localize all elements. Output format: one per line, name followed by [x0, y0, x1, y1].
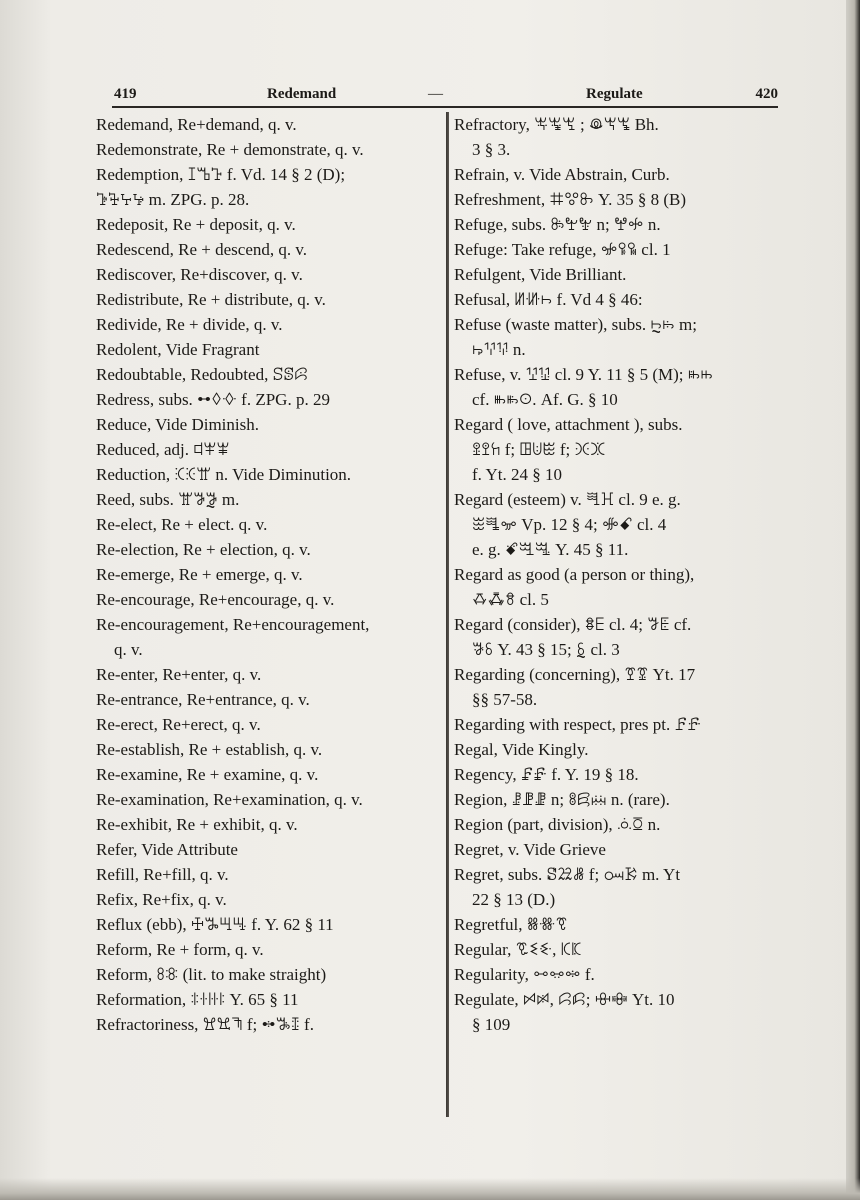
dictionary-entry-line: Region, ꗗꗘꗙ n; ꗚꗛꗜ n. (rare). — [454, 790, 670, 809]
dictionary-entry-line: Re-examine, Re + examine, q. v. — [96, 765, 319, 784]
dictionary-entry-line: 3 § 3. — [472, 140, 511, 159]
dictionary-entry-line: Regarding (concerning), ꗑꗒ Yt. 17 — [454, 665, 696, 684]
dictionary-entry-line: ꕲꕳꕴꕵ m. ZPG. p. 28. — [96, 190, 250, 209]
right-guide-word: Regulate — [586, 86, 643, 102]
dictionary-entry-line: Re-entrance, Re+entrance, q. v. — [96, 690, 310, 709]
dictionary-entry-line: Reform, ꖉꖊ (lit. to make straight) — [96, 965, 327, 984]
dictionary-entry-line: 22 § 13 (D.) — [472, 890, 556, 909]
dictionary-entry-line: Regulate, ꗯꗰ, ꗱꗲ; ꗳꗴ Yt. 10 — [454, 990, 675, 1009]
dictionary-entry-line: Refreshment, ꖛꖜꖝ Y. 35 § 8 (B) — [454, 190, 687, 209]
dictionary-entry-line: Re-enter, Re+enter, q. v. — [96, 665, 262, 684]
right-column — [454, 112, 766, 1037]
dictionary-entry-line: Refulgent, Vide Brilliant. — [454, 265, 627, 284]
dictionary-entry-line: Regard as good (a person or thing), — [454, 565, 695, 584]
dictionary-entry-line: Refractory, ꖕꖖꖗ ; ꖘꖙꖚ Bh. — [454, 115, 659, 134]
left-page-number: 419 — [114, 86, 137, 102]
dictionary-entry-line: Refer, Vide Attribute — [96, 840, 238, 859]
dictionary-entry-line: Region (part, division), ꗝꗞ n. — [454, 815, 661, 834]
dictionary-entry-line: Redistribute, Re + distribute, q. v. — [96, 290, 326, 309]
dictionary-entry-line: Re-emerge, Re + emerge, q. v. — [96, 565, 303, 584]
dictionary-entry-line: Regency, ꗕꗖ f. Y. 19 § 18. — [454, 765, 639, 784]
dictionary-entry-line: §§ 57-58. — [472, 690, 538, 709]
dictionary-entry-line: Re-encourage, Re+encourage, q. v. — [96, 590, 335, 609]
dictionary-entry-line: Refractoriness, ꖏꖐꖑ f; ꖒꖓꖔ f. — [96, 1015, 314, 1034]
dictionary-entry-line: Re-exhibit, Re + exhibit, q. v. — [96, 815, 298, 834]
dictionary-entry-line: cf. ꖲꖳꖴ. Af. G. § 10 — [472, 390, 618, 409]
dictionary-entry-line: Refrain, v. Vide Abstrain, Curb. — [454, 165, 670, 184]
dictionary-entry-line: Re-establish, Re + establish, q. v. — [96, 740, 323, 759]
dictionary-entry-line: Redolent, Vide Fragrant — [96, 340, 260, 359]
header-rule — [112, 106, 778, 108]
dictionary-entry-line: Regarding with respect, pres pt. ꗓꗔ — [454, 715, 702, 734]
dictionary-entry-line: e. g. ꗄꗅꗆ Y. 45 § 11. — [472, 540, 629, 559]
dictionary-entry-line: Rediscover, Re+discover, q. v. — [96, 265, 303, 284]
dictionary-entry-line: Re-election, Re + election, q. v. — [96, 540, 311, 559]
dictionary-entry-line: Refuse, v. ꖮꖯ cl. 9 Y. 11 § 5 (M); ꖰꖱ — [454, 365, 714, 384]
page-bottom-edge — [0, 1178, 860, 1200]
dictionary-entry-line: Redress, subs. ꕹꕺꕻ f. ZPG. p. 29 — [96, 390, 330, 409]
dictionary-entry-line: Redescend, Re + descend, q. v. — [96, 240, 308, 259]
dictionary-entry-line: q. v. — [114, 640, 143, 659]
left-column — [96, 112, 441, 1037]
dictionary-entry-line: Redemption, ꕯꕰꕱ f. Vd. 14 § 2 (D); — [96, 165, 346, 184]
dictionary-entry-line: Regretful, ꗤꗥꗦ — [454, 915, 568, 934]
dictionary-entry-line: Reflux (ebb), ꖅꖆꖇꖈ f. Y. 62 § 11 — [96, 915, 334, 934]
dictionary-entry-line: § 109 — [472, 1015, 511, 1034]
column-divider — [446, 112, 449, 1117]
dictionary-entry-line: Refusal, ꖦꖧꖨ f. Vd 4 § 46: — [454, 290, 643, 309]
dictionary-entry-line: Reformation, ꖋꖌꖍꖎ Y. 65 § 11 — [96, 990, 299, 1009]
dictionary-entry-line: Refuse (waste matter), subs. ꖩꖪ m; — [454, 315, 697, 334]
header-separator: — — [428, 86, 443, 102]
dictionary-entry-line: f. Yt. 24 § 10 — [472, 465, 563, 484]
left-guide-word: Redemand — [267, 86, 337, 102]
dictionary-entry-line: Refill, Re+fill, q. v. — [96, 865, 229, 884]
dictionary-entry-line: Reduction, ꕿꖀꖁ n. Vide Diminution. — [96, 465, 352, 484]
dictionary-entry-line: Regard (esteem) v. ꖽꖾ cl. 9 e. g. — [454, 490, 681, 509]
dictionary-entry-line: Refix, Re+fix, q. v. — [96, 890, 227, 909]
right-page-number: 420 — [755, 86, 778, 102]
dictionary-entry-line: Reform, Re + form, q. v. — [96, 940, 264, 959]
dictionary-entry-line: Redivide, Re + divide, q. v. — [96, 315, 283, 334]
dictionary-entry-line: Refuge, subs. ꖞꖟꖠ n; ꖡꖢ n. — [454, 215, 661, 234]
dictionary-entry-line: ꖵꖶꖷ f; ꖸꖹꖺ f; ꖻꖼ — [472, 440, 606, 459]
dictionary-entry-line: Re-encouragement, Re+encouragement, — [96, 615, 370, 634]
dictionary-entry-line: ꗇꗈꗉ cl. 5 — [472, 590, 549, 609]
dictionary-entry-line: Re-examination, Re+examination, q. v. — [96, 790, 363, 809]
dictionary-entry-line: Regard (consider), ꗊꗋ cl. 4; ꗌꗍ cf. — [454, 615, 692, 634]
dictionary-entry-line: Redeposit, Re + deposit, q. v. — [96, 215, 296, 234]
dictionary-entry-line: ꖫꖬꖭ n. — [472, 340, 526, 359]
dictionary-entry-line: Re-erect, Re+erect, q. v. — [96, 715, 261, 734]
dictionary-entry-line: Regard ( love, attachment ), subs. — [454, 415, 683, 434]
dictionary-entry-line: Redemonstrate, Re + demonstrate, q. v. — [96, 140, 364, 159]
dictionary-entry-line: Reduce, Vide Diminish. — [96, 415, 259, 434]
book-spine-shadow — [846, 0, 860, 1200]
dictionary-entry-line: Regularity, ꗬꗭꗮ f. — [454, 965, 595, 984]
dictionary-entry-line: Regal, Vide Kingly. — [454, 740, 589, 759]
dictionary-entry-line: Redemand, Re+demand, q. v. — [96, 115, 297, 134]
dictionary-entry-line: Regret, v. Vide Grieve — [454, 840, 606, 859]
dictionary-entry-line: Refuge: Take refuge, ꖣꖤꖥ cl. 1 — [454, 240, 671, 259]
dictionary-entry-line: Regret, subs. ꗟꗠꗡ f; ꗢꗣ m. Yt — [454, 865, 681, 884]
dictionary-entry-line: Re-elect, Re + elect. q. v. — [96, 515, 268, 534]
dictionary-entry-line: Reed, subs. ꖂꖃꖄ m. — [96, 490, 240, 509]
dictionary-entry-line: Redoubtable, Redoubted, ꕶꕷꕸ — [96, 365, 308, 384]
dictionary-entry-line: Regular, ꗧꗨꗩ, ꗪꗫ — [454, 940, 582, 959]
dictionary-entry-line: Reduced, adj. ꕼꕽꕾ — [96, 440, 230, 459]
dictionary-entry-line: ꗎꗏ Y. 43 § 15; ꗐ cl. 3 — [472, 640, 620, 659]
dictionary-entry-line: ꖿꗀꗁ Vp. 12 § 4; ꗂꗃ cl. 4 — [472, 515, 667, 534]
